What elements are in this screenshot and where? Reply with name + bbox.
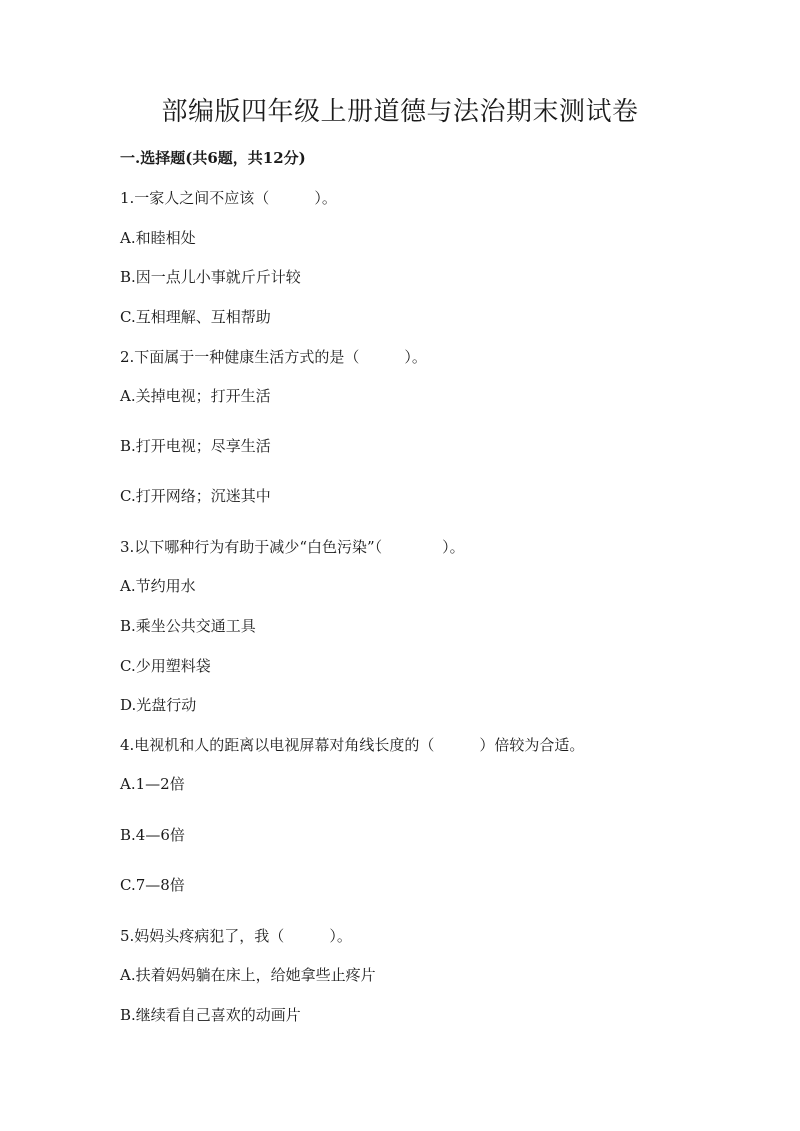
page-title: 部编版四年级上册道德与法治期末测试卷 [161,97,639,127]
question-1-stem: 1.一家人之间不应该（ ）。 [120,189,337,207]
question-5-option-b: B.继续看自己喜欢的动画片 [120,1006,301,1024]
question-5-stem: 5.妈妈头疼病犯了，我（ ）。 [120,927,352,945]
question-3-option-b: B.乘坐公共交通工具 [120,617,256,635]
question-4-stem: 4.电视机和人的距离以电视屏幕对角线长度的（ ）倍较为合适。 [120,736,585,754]
question-1-option-b: B.因一点儿小事就斤斤计较 [120,268,301,286]
question-3-stem: 3.以下哪种行为有助于减少“白色污染”（ ）。 [120,538,465,556]
question-2-option-c: C.打开网络；沉迷其中 [120,487,271,505]
question-2-stem: 2.下面属于一种健康生活方式的是（ ）。 [120,348,427,366]
question-2-option-a: A.关掉电视；打开生活 [120,387,271,405]
question-4-option-b: B.4—6倍 [120,826,185,844]
question-1-option-c: C.互相理解、互相帮助 [120,308,271,326]
question-3-option-a: A.节约用水 [120,577,196,595]
question-3-option-d: D.光盘行动 [120,696,197,714]
question-3-option-c: C.少用塑料袋 [120,657,211,675]
question-2-option-b: B.打开电视；尽享生活 [120,437,271,455]
question-1-option-a: A.和睦相处 [120,229,196,247]
question-4-option-c: C.7—8倍 [120,876,185,894]
section-heading: 一.选择题(共6题，共12分) [120,149,306,167]
question-4-option-a: A.1—2倍 [120,775,185,793]
question-5-option-a: A.扶着妈妈躺在床上，给她拿些止疼片 [120,966,376,984]
